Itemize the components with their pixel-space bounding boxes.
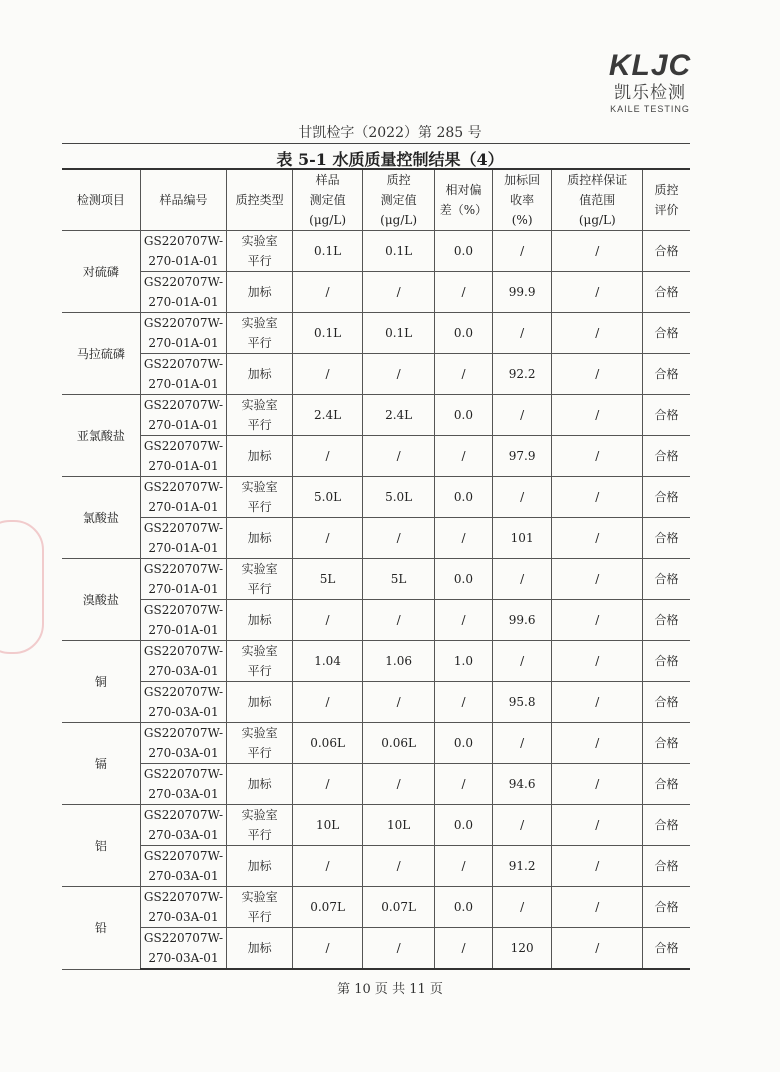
cell-range: / [552, 313, 643, 354]
cell-result: 合格 [643, 477, 690, 518]
cell-range: / [552, 600, 643, 641]
cell-rel-dev: 1.0 [435, 641, 493, 682]
page-footer: 第 10 页 共 11 页 [337, 982, 443, 997]
cell-rel-dev: 0.0 [435, 313, 493, 354]
cell-recovery: 101 [492, 518, 552, 559]
header-recovery: 加标回 收率 (%) [492, 169, 552, 231]
cell-range: / [552, 477, 643, 518]
cell-rel-dev: 0.0 [435, 395, 493, 436]
cell-qc-type: 实验室 平行 [227, 559, 293, 600]
cell-sample-value: / [293, 928, 363, 970]
cell-rel-dev: / [435, 518, 493, 559]
cell-qc-type: 加标 [227, 600, 293, 641]
logo-name-en: KAILE TESTING [610, 104, 690, 114]
cell-range: / [552, 846, 643, 887]
cell-rel-dev: / [435, 928, 493, 970]
cell-sample-id: GS220707W- 270-03A-01 [140, 764, 226, 805]
cell-range: / [552, 723, 643, 764]
cell-recovery: 94.6 [492, 764, 552, 805]
cell-qc-type: 加标 [227, 436, 293, 477]
cell-result: 合格 [643, 764, 690, 805]
cell-sample-id: GS220707W- 270-03A-01 [140, 887, 226, 928]
cell-result: 合格 [643, 928, 690, 970]
table-row [62, 395, 690, 436]
cell-item: 镉 [62, 723, 140, 805]
header-item: 检测项目 [62, 169, 140, 231]
cell-result: 合格 [643, 518, 690, 559]
cell-recovery: 120 [492, 928, 552, 970]
cell-sample-value: 1.04 [293, 641, 363, 682]
cell-qc-type: 实验室 平行 [227, 641, 293, 682]
cell-qc-type: 加标 [227, 764, 293, 805]
company-logo [600, 50, 700, 114]
cell-result: 合格 [643, 600, 690, 641]
cell-qc-value: / [363, 436, 435, 477]
table-header-row [62, 169, 690, 231]
cell-recovery: / [492, 641, 552, 682]
cell-qc-type: 实验室 平行 [227, 313, 293, 354]
cell-sample-value: / [293, 518, 363, 559]
cell-sample-value: 10L [293, 805, 363, 846]
cell-range: / [552, 231, 643, 272]
logo-mark: KLJC [608, 49, 692, 82]
cell-recovery: 99.6 [492, 600, 552, 641]
cell-sample-id: GS220707W- 270-01A-01 [140, 436, 226, 477]
document-number: 甘凯检字（2022）第 285 号 [298, 125, 482, 141]
cell-recovery: 99.9 [492, 272, 552, 313]
cell-sample-value: 5.0L [293, 477, 363, 518]
cell-result: 合格 [643, 436, 690, 477]
cell-sample-id: GS220707W- 270-03A-01 [140, 723, 226, 764]
table-body [62, 231, 690, 970]
cell-rel-dev: / [435, 600, 493, 641]
cell-sample-id: GS220707W- 270-01A-01 [140, 231, 226, 272]
cell-result: 合格 [643, 682, 690, 723]
cell-item: 铜 [62, 641, 140, 723]
header-sample-id: 样品编号 [140, 169, 226, 231]
cell-recovery: 95.8 [492, 682, 552, 723]
cell-qc-value: 1.06 [363, 641, 435, 682]
header-result: 质控 评价 [643, 169, 690, 231]
cell-result: 合格 [643, 805, 690, 846]
cell-range: / [552, 272, 643, 313]
cell-rel-dev: 0.0 [435, 559, 493, 600]
cell-qc-type: 加标 [227, 272, 293, 313]
cell-qc-value: 5L [363, 559, 435, 600]
cell-qc-value: / [363, 518, 435, 559]
header-range: 质控样保证 值范围 (μg/L) [552, 169, 643, 231]
cell-range: / [552, 436, 643, 477]
cell-sample-value: 0.07L [293, 887, 363, 928]
table-title: 表 5-1 水质质量控制结果（4） [276, 150, 504, 169]
cell-qc-value: / [363, 600, 435, 641]
cell-qc-value: 0.1L [363, 231, 435, 272]
cell-range: / [552, 887, 643, 928]
cell-qc-type: 加标 [227, 682, 293, 723]
cell-sample-id: GS220707W- 270-01A-01 [140, 518, 226, 559]
cell-result: 合格 [643, 723, 690, 764]
cell-range: / [552, 518, 643, 559]
cell-item: 溴酸盐 [62, 559, 140, 641]
cell-recovery: / [492, 395, 552, 436]
table-row [62, 518, 690, 559]
cell-rel-dev: 0.0 [435, 231, 493, 272]
cell-sample-value: / [293, 436, 363, 477]
cell-recovery: 91.2 [492, 846, 552, 887]
cell-sample-id: GS220707W- 270-01A-01 [140, 477, 226, 518]
cell-rel-dev: / [435, 436, 493, 477]
cell-result: 合格 [643, 231, 690, 272]
cell-sample-id: GS220707W- 270-03A-01 [140, 805, 226, 846]
cell-result: 合格 [643, 272, 690, 313]
cell-result: 合格 [643, 887, 690, 928]
cell-qc-type: 加标 [227, 354, 293, 395]
cell-qc-value: 2.4L [363, 395, 435, 436]
cell-qc-value: / [363, 764, 435, 805]
cell-range: / [552, 395, 643, 436]
table-row [62, 231, 690, 272]
cell-recovery: / [492, 805, 552, 846]
cell-rel-dev: 0.0 [435, 477, 493, 518]
cell-result: 合格 [643, 395, 690, 436]
header-rule [62, 143, 690, 144]
cell-sample-value: / [293, 600, 363, 641]
table-row [62, 477, 690, 518]
cell-sample-value: 0.1L [293, 231, 363, 272]
cell-recovery: / [492, 723, 552, 764]
cell-sample-value: / [293, 682, 363, 723]
logo-name-cn: 凯乐检测 [614, 83, 686, 103]
cell-sample-value: / [293, 764, 363, 805]
cell-sample-id: GS220707W- 270-01A-01 [140, 600, 226, 641]
cell-qc-type: 加标 [227, 518, 293, 559]
cell-qc-value: / [363, 928, 435, 970]
qc-results-table [62, 168, 690, 970]
cell-result: 合格 [643, 313, 690, 354]
table-row [62, 887, 690, 928]
cell-recovery: / [492, 887, 552, 928]
table-row [62, 764, 690, 805]
header-rel-dev: 相对偏 差（%） [435, 169, 493, 231]
table-row [62, 600, 690, 641]
cell-item: 氯酸盐 [62, 477, 140, 559]
cell-qc-value: 10L [363, 805, 435, 846]
cell-qc-type: 实验室 平行 [227, 231, 293, 272]
cell-range: / [552, 682, 643, 723]
table-row [62, 354, 690, 395]
table-row [62, 313, 690, 354]
cell-rel-dev: 0.0 [435, 805, 493, 846]
cell-range: / [552, 928, 643, 970]
cell-result: 合格 [643, 559, 690, 600]
cell-sample-id: GS220707W- 270-03A-01 [140, 682, 226, 723]
cell-rel-dev: / [435, 682, 493, 723]
cell-recovery: / [492, 231, 552, 272]
cell-rel-dev: 0.0 [435, 723, 493, 764]
table-row [62, 682, 690, 723]
cell-item: 对硫磷 [62, 231, 140, 313]
cell-sample-id: GS220707W- 270-01A-01 [140, 395, 226, 436]
cell-recovery: 97.9 [492, 436, 552, 477]
cell-qc-type: 加标 [227, 928, 293, 970]
cell-qc-value: / [363, 682, 435, 723]
table-row [62, 436, 690, 477]
table-row [62, 928, 690, 970]
cell-rel-dev: / [435, 846, 493, 887]
cell-rel-dev: 0.0 [435, 887, 493, 928]
table-row [62, 641, 690, 682]
red-seal-stamp [0, 520, 44, 654]
cell-range: / [552, 805, 643, 846]
cell-range: / [552, 354, 643, 395]
cell-sample-id: GS220707W- 270-03A-01 [140, 641, 226, 682]
table-row [62, 805, 690, 846]
cell-recovery: / [492, 313, 552, 354]
cell-sample-id: GS220707W- 270-01A-01 [140, 272, 226, 313]
cell-result: 合格 [643, 641, 690, 682]
cell-qc-value: 0.07L [363, 887, 435, 928]
cell-qc-type: 实验室 平行 [227, 805, 293, 846]
cell-sample-value: / [293, 354, 363, 395]
cell-sample-id: GS220707W- 270-01A-01 [140, 354, 226, 395]
cell-item: 马拉硫磷 [62, 313, 140, 395]
cell-qc-type: 实验室 平行 [227, 887, 293, 928]
header-sample-value: 样品 测定值 (μg/L) [293, 169, 363, 231]
cell-rel-dev: / [435, 354, 493, 395]
cell-qc-value: 0.06L [363, 723, 435, 764]
cell-result: 合格 [643, 846, 690, 887]
cell-qc-type: 实验室 平行 [227, 723, 293, 764]
header-qc-value: 质控 测定值 (μg/L) [363, 169, 435, 231]
cell-item: 铅 [62, 887, 140, 970]
cell-item: 亚氯酸盐 [62, 395, 140, 477]
header-qc-type: 质控类型 [227, 169, 293, 231]
cell-sample-value: / [293, 846, 363, 887]
cell-sample-value: 2.4L [293, 395, 363, 436]
cell-result: 合格 [643, 354, 690, 395]
cell-sample-value: / [293, 272, 363, 313]
cell-sample-value: 5L [293, 559, 363, 600]
cell-qc-type: 实验室 平行 [227, 477, 293, 518]
table-row [62, 723, 690, 764]
cell-rel-dev: / [435, 764, 493, 805]
cell-sample-value: 0.1L [293, 313, 363, 354]
table-row [62, 272, 690, 313]
cell-range: / [552, 641, 643, 682]
cell-recovery: 92.2 [492, 354, 552, 395]
cell-sample-value: 0.06L [293, 723, 363, 764]
cell-qc-value: / [363, 846, 435, 887]
cell-qc-value: 0.1L [363, 313, 435, 354]
cell-recovery: / [492, 559, 552, 600]
cell-range: / [552, 559, 643, 600]
cell-qc-type: 实验室 平行 [227, 395, 293, 436]
cell-sample-id: GS220707W- 270-01A-01 [140, 313, 226, 354]
cell-rel-dev: / [435, 272, 493, 313]
table-row [62, 559, 690, 600]
cell-sample-id: GS220707W- 270-03A-01 [140, 846, 226, 887]
table-row [62, 846, 690, 887]
cell-qc-value: / [363, 272, 435, 313]
cell-sample-id: GS220707W- 270-01A-01 [140, 559, 226, 600]
cell-range: / [552, 764, 643, 805]
cell-qc-value: / [363, 354, 435, 395]
cell-item: 铝 [62, 805, 140, 887]
cell-qc-type: 加标 [227, 846, 293, 887]
cell-recovery: / [492, 477, 552, 518]
cell-sample-id: GS220707W- 270-03A-01 [140, 928, 226, 970]
cell-qc-value: 5.0L [363, 477, 435, 518]
